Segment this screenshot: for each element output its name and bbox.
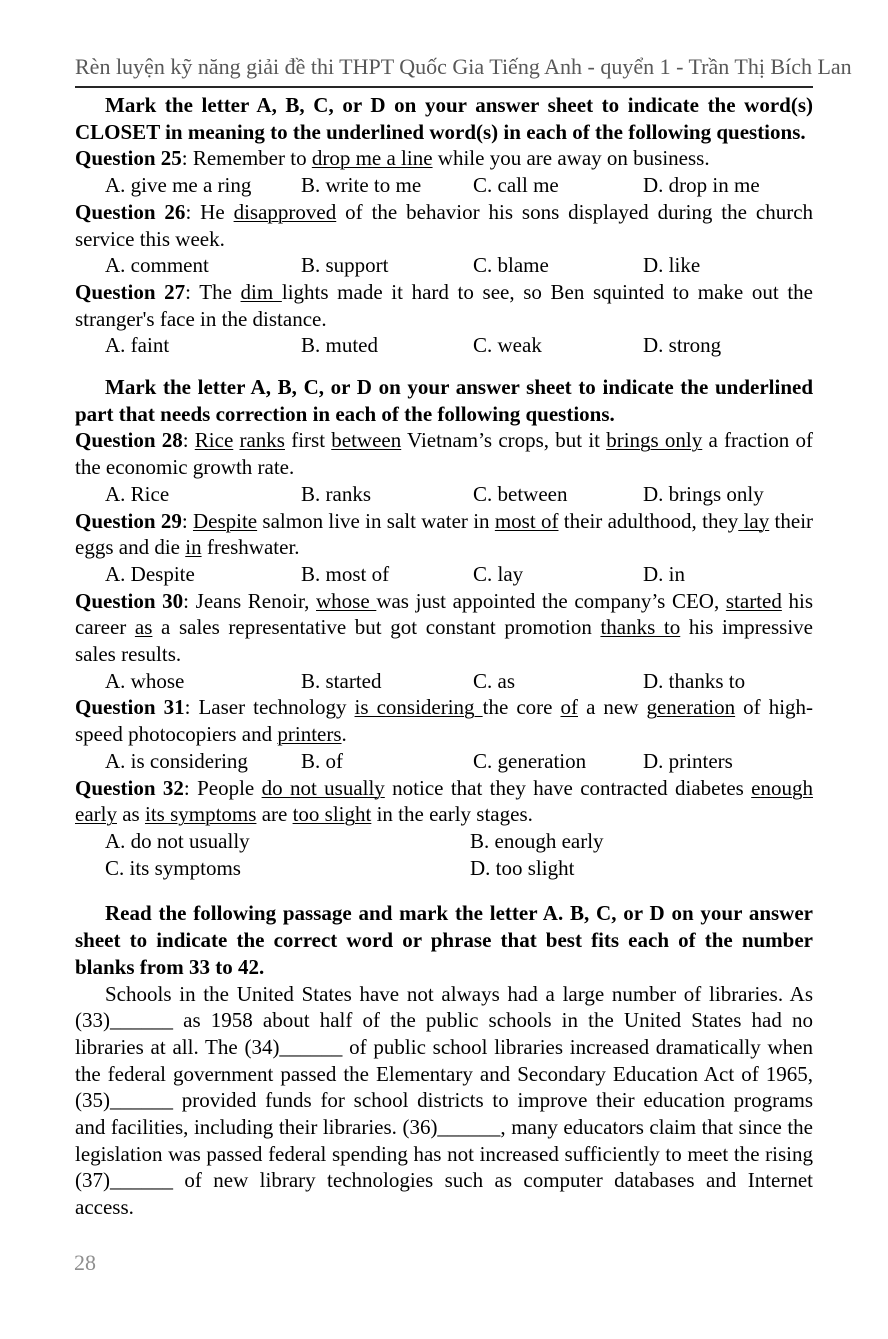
bold-text: Mark the letter A, B, C, or D on your answer sheet to indicate the word(s) CLOSET in meaning to the underlined word(s) in each of the following questions. [75,93,813,144]
question-27-stem [75,279,813,332]
text-segment: as [116,802,145,827]
underlined-phrase: enough early [75,775,813,827]
bold-text: Question 29 [75,508,182,533]
page-number: 28 [74,1250,96,1275]
underlined-phrase: started [725,588,782,613]
answer-option: B. write to me [301,173,422,198]
text-segment: his career [75,588,814,640]
question-32-options-row-2 [75,855,813,882]
text-segment: a new [578,695,647,720]
text-segment: first [284,428,332,453]
answer-option: D. printers [643,748,733,773]
text-segment: Schools in the United States have not always had a large number of libraries. As (33)______ as 1958 about half of the public schools in the United States had no libraries at all. The (34)______ of public school libraries increased dramatically when the federal government passed the Elementary and Secondary Education Act of 1965, (35)______ provided funds for school districts to improve their education programs and facilities, including their libraries. (36)______, many educators claim that since the legislation was passed federal spending has not increased sufficiently to meet the rising (37)______ of new library technologies such as computer databases and Internet access. [75,981,813,1220]
answer-option: A. do not usually [105,828,250,853]
answer-option: A. Despite [105,561,195,586]
answer-option: B. support [301,253,389,278]
question-27-options [75,332,813,359]
text-segment: : Remember to [181,146,312,171]
answer-option: C. its symptoms [105,855,241,880]
underlined-phrase: brings only [606,428,703,453]
question-29-options [75,561,813,588]
answer-option: A. whose [105,668,185,693]
text-segment: notice that they have contracted diabetes [384,775,752,800]
answer-option: B. of [301,748,343,773]
question-32-options-row-1 [75,828,813,855]
underlined-phrase: thanks to [600,615,681,640]
text-segment: : [181,508,193,533]
bold-text: Mark the letter A, B, C, or D on your answer sheet to indicate the underlined part that needs correction in each of the following questions. [75,375,813,426]
answer-option: B. ranks [301,481,371,506]
underlined-phrase: printers [277,722,342,747]
answer-option: C. generation [473,748,587,773]
answer-option: B. most of [301,561,390,586]
underlined-phrase: of [560,695,579,720]
header-rule [75,86,813,88]
answer-option: A. is considering [105,748,248,773]
underlined-phrase: do not usually [261,775,385,800]
answer-option: D. brings only [643,481,764,506]
question-28-options [75,481,813,508]
answer-option: D. thanks to [643,668,746,693]
answer-option: C. blame [473,253,549,278]
page-content [75,92,813,1221]
text-segment: salmon live in salt water in [257,508,495,533]
bold-text: Question 30 [75,588,184,613]
text-segment: Vietnam’s crops, but it [401,428,607,453]
instruction-cloze-passage [75,900,813,980]
text-segment: : Jeans Renoir, [183,588,316,613]
bold-text: Read the following passage and mark the letter A. B, C, or D on your answer sheet to indicate the correct word or phrase that best fits each of the number blanks from 33 to 42. [75,901,813,979]
text-segment: while you are away on business. [432,146,710,171]
underlined-phrase: its symptoms [144,802,257,827]
text-segment: freshwater. [201,535,300,560]
question-25-stem [75,145,813,172]
underlined-phrase: ranks [239,428,285,453]
answer-option: A. Rice [105,481,170,506]
text-segment: . [341,722,347,747]
answer-option: D. too slight [470,855,575,880]
text-segment: their adulthood, they [558,508,739,533]
question-30-options [75,668,813,695]
underlined-phrase: Despite [192,508,258,533]
answer-option: B. started [301,668,382,693]
answer-option: D. drop in me [643,173,760,198]
bold-text: Question 28 [75,428,183,453]
text-segment: was just appointed the company’s CEO, [376,588,726,613]
answer-option: C. as [473,668,515,693]
question-26-options [75,252,813,279]
question-28-stem [75,427,813,480]
question-26-stem [75,199,813,252]
text-segment: their eggs and die [75,508,814,560]
question-31-options [75,748,813,775]
answer-option: C. weak [473,333,542,358]
answer-option: B. muted [301,333,378,358]
bold-text: Question 32 [75,775,184,800]
underlined-phrase: as [134,615,153,640]
text-segment: lights made it hard to see, so Ben squinted to make out the stranger's face in the distance. [75,279,814,331]
instruction-error-identification [75,374,813,427]
underlined-phrase: drop me a line [311,146,433,171]
text-segment: : He [185,199,234,224]
underlined-phrase: disapproved [233,199,337,224]
text-segment: of the behavior his sons displayed during the church service this week. [75,199,814,251]
text-segment: a fraction of the economic growth rate. [75,428,813,480]
answer-option: C. lay [473,561,524,586]
text-segment: of high-speed photocopiers and [75,695,814,747]
question-30-stem [75,588,813,668]
underlined-phrase: dim [240,279,282,304]
underlined-phrase: too slight [292,802,372,827]
text-segment: : People [183,775,262,800]
underlined-phrase: most of [494,508,559,533]
text-segment: : Laser technology [184,695,355,720]
text-segment: a sales representative but got constant promotion [152,615,601,640]
text-segment: in the early stages. [371,802,533,827]
underlined-phrase: between [331,428,402,453]
text-segment: : [182,428,195,453]
cloze-passage [75,981,813,1221]
answer-option: A. faint [105,333,170,358]
text-segment: : The [185,279,241,304]
underlined-phrase: generation [646,695,736,720]
underlined-phrase: whose [316,588,377,613]
instruction-synonym-matching [75,92,813,145]
running-header: Rèn luyện kỹ năng giải đề thi THPT Quốc Gia Tiếng Anh - quyển 1 - Trần Thị Bích Lan [75,54,852,79]
bold-text: Question 25 [75,146,182,171]
question-29-stem [75,508,813,561]
question-25-options [75,172,813,199]
answer-option: A. give me a ring [105,173,252,198]
answer-option: D. like [643,253,701,278]
answer-option: A. comment [105,253,209,278]
underlined-phrase: Rice [194,428,234,453]
bold-text: Question 26 [75,199,186,224]
underlined-phrase: in [185,535,202,560]
answer-option: C. call me [473,173,559,198]
answer-option: B. enough early [470,828,604,853]
answer-option: D. strong [643,333,722,358]
question-32-stem [75,775,813,828]
text-segment: his impressive sales results. [75,615,813,667]
text-segment: the core [482,695,561,720]
bold-text: Question 31 [75,695,185,720]
answer-option: D. in [643,561,685,586]
underlined-phrase: lay [738,508,770,533]
question-31-stem [75,694,813,747]
bold-text: Question 27 [75,279,186,304]
text-segment: are [256,802,293,827]
underlined-phrase: is considering [354,695,483,720]
answer-option: C. between [473,481,568,506]
